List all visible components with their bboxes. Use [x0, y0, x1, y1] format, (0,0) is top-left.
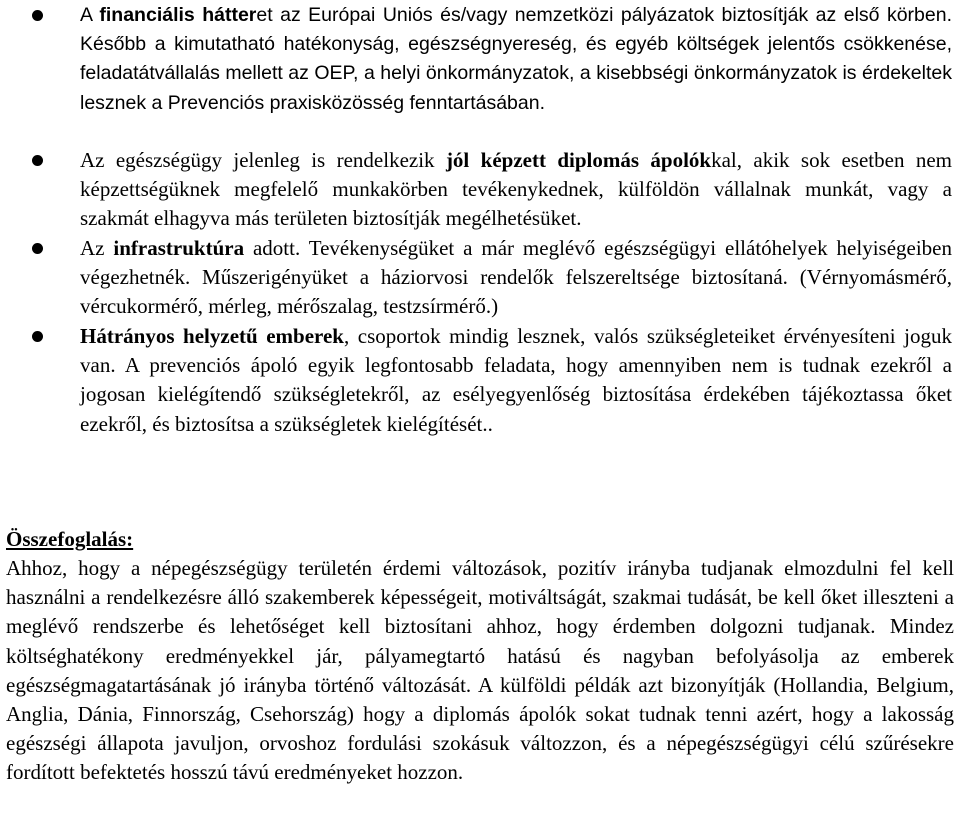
bullet-icon [32, 155, 43, 166]
bullet-text-bold: financiális hátter [99, 4, 257, 26]
bullet-text-bold: Hátrányos helyzetű emberek [80, 324, 344, 348]
bullet-item-infrastructure [80, 234, 952, 322]
summary-heading: Összefoglalás: [6, 527, 134, 551]
bullet-item-nurses [80, 146, 952, 234]
bullet-item-financing [80, 1, 952, 118]
bullet-text-pre: Az egészségügy jelenleg is rendelkezik [80, 148, 446, 172]
bullet-item-disadvantaged [80, 322, 952, 439]
bullet-icon [32, 331, 43, 342]
summary-paragraph: Ahhoz, hogy a népegészségügy területén érdemi változások, pozitív irányba tudjanak elmozdulni fel kell használni a rendelkezésre álló szakemberek képességeit, motiváltságát, szakmai tudását, be kell őket illeszteni a meglévő rendszerbe és lehetőséget kell biztosítani ahhoz, hogy érdemben dolgozni tudjanak. Mindez költséghatékony eredményekkel jár, pályamegtartó hatású és nagyban befolyásolja az emberek egészségmagatartásának jó irányba történő változását. A külföldi példák azt bizonyítják (Hollandia, Belgium, Anglia, Dánia, Finnország, Csehország) hogy a diplomás ápolók sokat tudnak tenni azért, hogy a lakosság egészségi állapota javuljon, orvoshoz fordulási szokásuk változzon, és a népegészségügyi célú szűrésekre fordított befektetés hosszú távú eredményeket hozzon. [6, 556, 954, 785]
bullet-text-post: et az Európai Uniós és/vagy nemzetközi pályázatok biztosítják az első körben. Később a kimutatható hatékonyság, egészségnyereség, és egyéb költségek jelentős csökkenése, feladatátvállalás mellett az OEP, a helyi önkormányzatok, a kisebbségi önkormányzatok is érdekeltek lesznek a Prevenciós praxisközösség fenntartásában. [80, 4, 952, 114]
bullet-text-post: adott. Tevékenységüket a már meglévő egészségügyi ellátóhelyek helyiségeiben végezhetnék. Műszerigényüket a háziorvosi rendelők felszereltsége biztosítaná. (Vérnyomásmérő, vércukormérő, mérleg, mérőszalag, testzsírmérő.) [80, 236, 952, 319]
bullet-icon [32, 10, 43, 21]
bullet-text-bold: infrastruktúra [113, 236, 245, 260]
bullet-text-bold: jól képzett diplomás ápolók [445, 148, 712, 172]
bullet-text-pre: A [80, 4, 100, 26]
bullet-text-post: kal, akik sok esetben nem képzettségüknek megfelelő munkakörben tevékenykednek, külföldön vállalnak munkát, vagy a szakmát elhagyva más területen biztosítják megélhetésüket. [80, 148, 952, 231]
bullet-text-pre: Az [80, 236, 114, 260]
bullet-icon [32, 243, 43, 254]
bullet-text-post: , csoportok mindig lesznek, valós szükségleteiket érvényesíteni joguk van. A prevenciós ápoló egyik legfontosabb feladata, hogy amennyiben nem is tudnak ezekről a jogosan kielégítendő szükségletekről, az esélyegyenlőség biztosítása érdekében tájékoztassa őket ezekről, és biztosítsa a szükségletek kielégítését.. [80, 324, 952, 436]
